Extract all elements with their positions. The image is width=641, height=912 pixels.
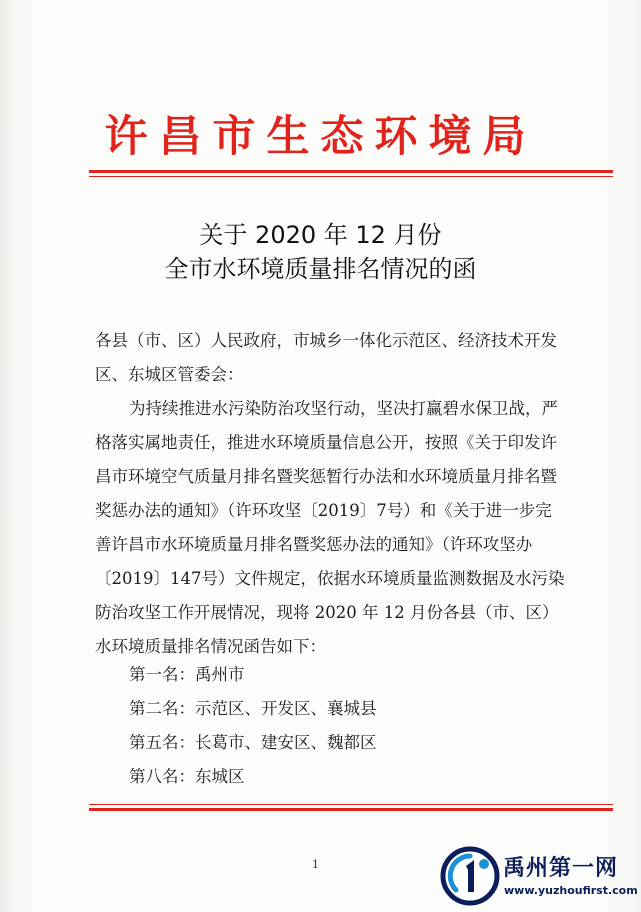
ranking-list — [129, 658, 377, 794]
site-url[interactable]: www.yuzhoufirst.com — [504, 884, 638, 897]
ranking-item: 第五名：长葛市、建安区、魏都区 — [129, 733, 377, 752]
site-logo-icon — [440, 846, 500, 906]
ranking-item: 第二名：示范区、开发区、襄城县 — [129, 699, 377, 718]
site-name: 禹州第一网 — [503, 856, 619, 881]
page-number: 1 — [312, 858, 319, 871]
footer-red-rule-thick — [89, 808, 613, 811]
ranking-item: 第一名：禹州市 — [129, 665, 245, 684]
document-title-line-2: 全市水环境质量排名情况的函 — [164, 255, 477, 283]
body-paragraph: 为持续推进水污染防治攻坚行动，坚决打赢碧水保卫战，严格落实属地责任，推进水环境质量信息公开，按照《关于印发许昌市环境空气质量月排名暨奖惩暂行办法和水环境质量月排名暨奖惩办法的通知》（许环攻坚〔2019〕7号）和《关于进一步完善许昌市水环境质量月排名暨奖惩办法的通知》（许环攻坚办〔2019〕147号）文件规定，依据水环境质量监测数据及水污染防治攻坚工作开展情况，现将 2020 年 12 月份各县（市、区）水环境质量排名情况函告如下： — [95, 399, 565, 656]
footer-red-rule-thin — [89, 804, 613, 805]
document-title-line-1: 关于 2020 年 12 月份 — [199, 221, 442, 249]
header-red-rule-thin — [89, 176, 613, 177]
salutation: 各县（市、区）人民政府，市城乡一体化示范区、经济技术开发区、东城区管委会： — [95, 331, 557, 384]
ranking-item: 第八名：东城区 — [129, 767, 245, 786]
header-red-rule-thick — [89, 170, 613, 173]
org-title: 许昌市生态环境局 — [104, 112, 537, 162]
site-watermark[interactable] — [440, 846, 638, 908]
